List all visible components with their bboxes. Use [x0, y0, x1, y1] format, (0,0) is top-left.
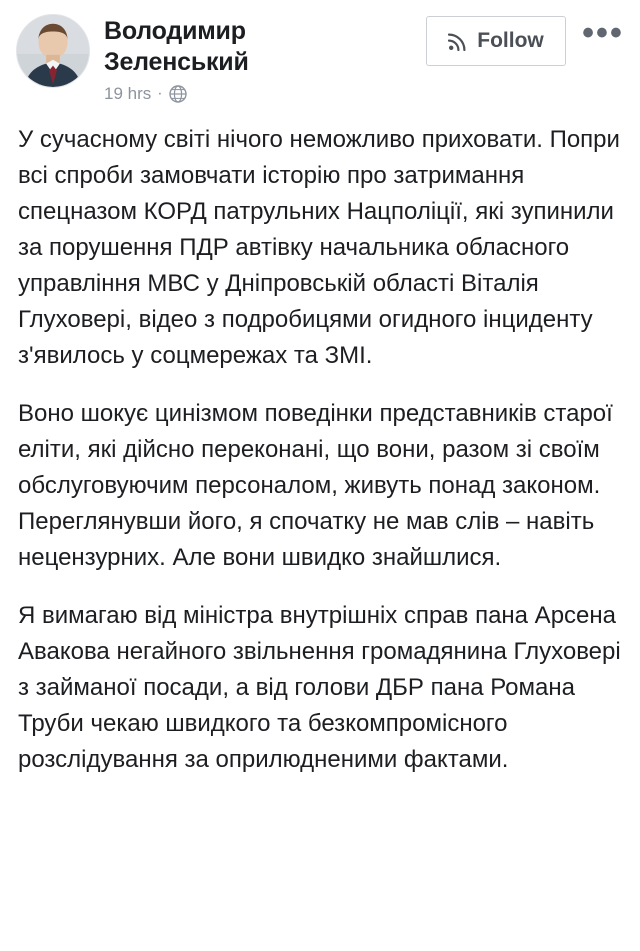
post-paragraph: Воно шокує цинізмом поведінки представників старої еліти, які дійсно переконані, що вони, разом зі своїм обслуговуючим персоналом, живуть понад законом. Переглянувши його, я спочатку не мав слів – навіть нецензурних. Але вони швидко знайшлися. — [18, 400, 613, 571]
post-meta — [104, 84, 624, 104]
header-actions — [426, 16, 624, 66]
follow-button[interactable] — [426, 16, 566, 66]
post-header — [0, 0, 640, 104]
follow-button-label: Follow — [477, 29, 544, 52]
author-name[interactable]: Володимир Зеленський — [104, 17, 249, 76]
post-paragraph: Я вимагаю від міністра внутрішніх справ пана Арсена Авакова негайного звільнення громадянина Глуховері з займаної посади, а від голови ДБР пана Романа Труби чекаю швидкого та безкомпромісного розслідування за оприлюдненими фактами. — [18, 602, 621, 773]
rss-icon — [448, 32, 467, 51]
more-options-icon[interactable] — [582, 14, 624, 62]
post-paragraph: У сучасному світі нічого неможливо приховати. Попри всі спроби замовчати історію про затримання спецназом КОРД патрульних Нацполіції, які зупинили за порушення ПДР автівку начальника обласного управління МВС у Дніпровській області Віталія Глуховері, відео з подробицями огидного інциденту з'явилось у соцмережах та ЗМІ. — [18, 126, 620, 369]
post-body — [0, 104, 640, 778]
globe-icon[interactable] — [169, 85, 187, 103]
meta-separator: · — [157, 85, 163, 102]
more-options-label: ••• — [582, 14, 624, 52]
avatar[interactable] — [16, 14, 90, 88]
post-timestamp[interactable]: 19 hrs — [104, 84, 152, 103]
